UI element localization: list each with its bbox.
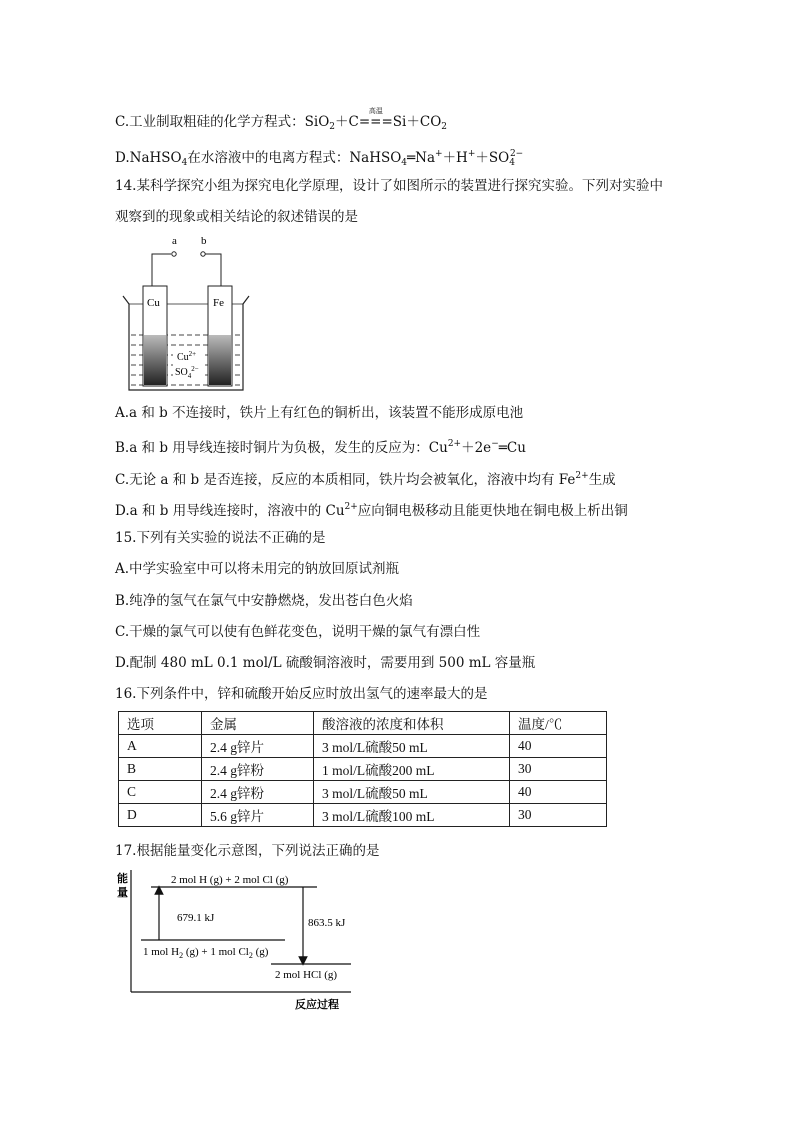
table-header-row xyxy=(119,712,607,735)
table-cell: A xyxy=(119,735,202,758)
table-header-cell: 温度/℃ xyxy=(510,712,607,735)
table-cell: 30 xyxy=(510,758,607,781)
copper-label: Cu xyxy=(147,297,160,309)
table-header-cell: 选项 xyxy=(119,712,202,735)
reaction-conditions-table xyxy=(118,711,607,827)
ion-cu-label: $Cu^{2+}$ xyxy=(177,350,197,363)
x-axis-label: 反应过程 xyxy=(295,999,339,1011)
middle-level-label: 1 mol $H_2$ (g) + 1 mol $Cl_2$ (g) xyxy=(143,946,269,960)
y-axis-label-2: 量 xyxy=(117,887,128,899)
table-cell: 2.4 g锌粉 xyxy=(202,758,314,781)
table-cell: 3 mol/L硫酸50 mL xyxy=(314,735,510,758)
q14-stem-line-1: 14.某科学探究小组为探究电化学原理，设计了如图所示的装置进行探究实验。下列对实验中 xyxy=(115,178,663,194)
ion-so4-label: $SO_4^{2-}$ xyxy=(175,365,199,380)
table-cell: 1 mol/L硫酸200 mL xyxy=(314,758,510,781)
q13-option-d: D.NaHSO$_4$在水溶液中的电离方程式：$NaHSO_4═Na^++H^++SO_4^{2-}$ xyxy=(115,149,524,168)
table-row xyxy=(119,758,607,781)
table-cell: B xyxy=(119,758,202,781)
q15-option-b: B.纯净的氢气在氯气中安静燃烧，发出苍白色火焰 xyxy=(115,593,413,609)
q14-option-a: A.a 和 b 不连接时，铁片上有红色的铜析出，该装置不能形成原电池 xyxy=(115,405,524,421)
q14-option-c: C.无论 a 和 b 是否连接，反应的本质相同，铁片均会被氧化，溶液中均有 $Fe^{2+}$生成 xyxy=(115,471,616,488)
table-cell: D xyxy=(119,804,202,827)
terminal-a-label: a xyxy=(172,235,177,247)
table-row xyxy=(119,781,607,804)
table-cell: 3 mol/L硫酸50 mL xyxy=(314,781,510,804)
table-cell: C xyxy=(119,781,202,804)
wire-right xyxy=(205,254,221,286)
copper-electrode-submerged xyxy=(144,335,166,385)
iron-electrode-submerged xyxy=(209,335,231,385)
q16-stem: 16.下列条件中，锌和硫酸开始反应时放出氢气的速率最大的是 xyxy=(115,686,488,702)
energy-released-label: 863.5 kJ xyxy=(308,917,346,929)
q17-stem: 17.根据能量变化示意图，下列说法正确的是 xyxy=(115,843,380,859)
bottom-level-label: 2 mol HCl (g) xyxy=(275,969,338,981)
terminal-b xyxy=(201,252,205,256)
table-cell: 2.4 g锌粉 xyxy=(202,781,314,804)
table-cell: 40 xyxy=(510,735,607,758)
table-cell: 40 xyxy=(510,781,607,804)
q15-stem: 15.下列有关实验的说法不正确的是 xyxy=(115,530,326,546)
wire-left xyxy=(152,254,171,286)
y-axis-label-1: 能 xyxy=(117,873,128,885)
top-level-label: 2 mol H (g) + 2 mol Cl (g) xyxy=(171,874,289,886)
table-cell: 5.6 g锌片 xyxy=(202,804,314,827)
q14-stem-line-2: 观察到的现象或相关结论的叙述错误的是 xyxy=(115,209,358,225)
q15-option-d: D.配制 480 mL 0.1 mol/L 硫酸铜溶液时，需要用到 500 mL 容量瓶 xyxy=(115,655,536,671)
terminal-a xyxy=(172,252,176,256)
table-row xyxy=(119,804,607,827)
table-cell: 3 mol/L硫酸100 mL xyxy=(314,804,510,827)
q15-option-a: A.中学实验室中可以将未用完的钠放回原试剂瓶 xyxy=(115,561,400,577)
iron-label: Fe xyxy=(213,297,224,309)
q15-option-c: C.干燥的氯气可以使有色鲜花变色，说明干燥的氯气有漂白性 xyxy=(115,624,481,640)
terminal-b-label: b xyxy=(201,235,207,247)
electrochemical-cell-figure xyxy=(115,232,255,397)
table-row xyxy=(119,735,607,758)
q13-option-c: C.工业制取粗硅的化学方程式：SiO$_2$＋C 高温 $===Si+CO_2$ xyxy=(115,107,447,132)
table-header-cell: 金属 xyxy=(202,712,314,735)
q14-option-d: D.a 和 b 用导线连接时，溶液中的 $Cu^{2+}$应向铜电极移动且能更快地在铜电极上析出铜 xyxy=(115,502,628,519)
table-cell: 2.4 g锌片 xyxy=(202,735,314,758)
reaction-condition: 高温 === xyxy=(358,107,393,130)
table-header-cell: 酸溶液的浓度和体积 xyxy=(314,712,510,735)
energy-absorbed-label: 679.1 kJ xyxy=(177,912,215,924)
energy-diagram xyxy=(115,866,355,1016)
table-cell: 30 xyxy=(510,804,607,827)
q14-option-b: B.a 和 b 用导线连接时铜片为负极，发生的反应为：$Cu^{2+}+2e^-═Cu$ xyxy=(115,439,526,456)
